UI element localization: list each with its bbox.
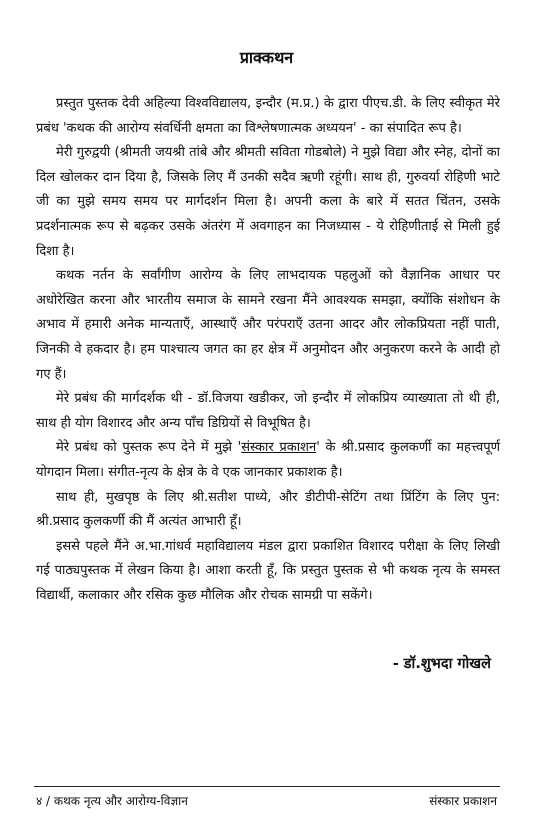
footer-publisher: संस्कार प्रकाशन <box>429 794 497 808</box>
footer-divider <box>34 786 500 787</box>
paragraph-7: इससे पहले मैंने अ.भा.गांधर्व महाविद्यालय मंडल द्वारा प्रकाशित विशारद परीक्षा के लिए लिखी गई पाठ्यपुस्तक में लेखन किया है। आशा करती हूँ, कि प्रस्तुत पुस्तक से भी कथक नृत्य के समस्त विद्यार्थी, कलाकार और रसिक कुछ मौलिक और रोचक सामग्री पा सकेंगे। <box>36 538 501 603</box>
paragraph-5-after: ' के श्री.प्रसाद कुलकर्णी का महत्त्वपूर्ण योगदान मिला। संगीत-नृत्य के क्षेत्र के वे एक जानकार प्रकाशक है। <box>36 440 500 480</box>
publisher-name-underlined: संस्कार प्रकाशन <box>241 440 317 456</box>
paragraph-1: प्रस्तुत पुस्तक देवी अहिल्या विश्वविद्यालय, इन्दौर (म.प्र.) के द्वारा पीएच.डी. के लिए स्वीकृत मेरे प्रबंध 'कथक की आरोग्य संवर्धिनी क्षमता का विश्लेषणात्मक अध्ययन' - का संपादित रूप है। <box>36 96 500 136</box>
author-signature: - डॉ.शुभदा गोखले <box>392 656 491 672</box>
paragraph-6: साथ ही, मुखपृष्ठ के लिए श्री.सतीश पाध्ये, और डीटीपी-सेटिंग तथा प्रिंटिंग के लिए पुन: श्री.प्रसाद कुलकर्णी की मैं अत्यंत आभारी हूँ। <box>36 489 500 530</box>
page-title: प्राक्कथन <box>239 48 294 67</box>
paragraph-4: मेरे प्रबंध की मार्गदर्शक थी - डॉ.विजया खडीकर, जो इन्दौर में लोकप्रिय व्याख्याता तो थी ही, साथ ही योग विशारद और अन्य पाँच डिग्रियों से विभूषित है। <box>36 391 500 431</box>
footer-page-info: ४ / कथक नृत्य और आरोग्य-विज्ञान <box>36 794 188 808</box>
paragraph-5-before: मेरे प्रबंध को पुस्तक रूप देने में मुझे ' <box>56 440 242 456</box>
paragraph-5 <box>36 436 500 485</box>
paragraph-2: मेरी गुरुद्वयी (श्रीमती जयश्री तांबे और श्रीमती सविता गोडबोले) ने मुझे विद्या और स्नेह, दोनों का दिल खोलकर दान दिया है, जिसके लिए मैं उनकी सदैव ऋणी रहूंगी। साथ ही, गुरुवर्या रोहिणी भाटे जी का मुझे समय समय पर मार्गदर्शन मिला है। अपनी कला के बारे में सतत चिंतन, उसके प्रदर्शनात्मक रूप से बढ़कर उसके अंतरंग में अवगाहन का निजध्यास - ये रोहिणीताई से मिली हुई दिशा है। <box>36 145 500 259</box>
body-text <box>36 92 500 608</box>
paragraph-3: कथक नर्तन के सर्वांगीण आरोग्य के लिए लाभदायक पहलुओं को वैज्ञानिक आधार पर अधोरेखित करना और भारतीय समाज के सामने रखना मैंने आवश्यक समझा, क्योंकि संशोधन के अभाव में हमारी अनेक मान्यताएँ, आस्थाएँ और परंपराएँ उतना आदर और लोकप्रियता नहीं पाती, जिनकी वे हकदार है। हम पाश्चात्य जगत का हर क्षेत्र में अनुमोदन और अनुकरण करने के आदी हो गए हैं। <box>36 268 500 382</box>
